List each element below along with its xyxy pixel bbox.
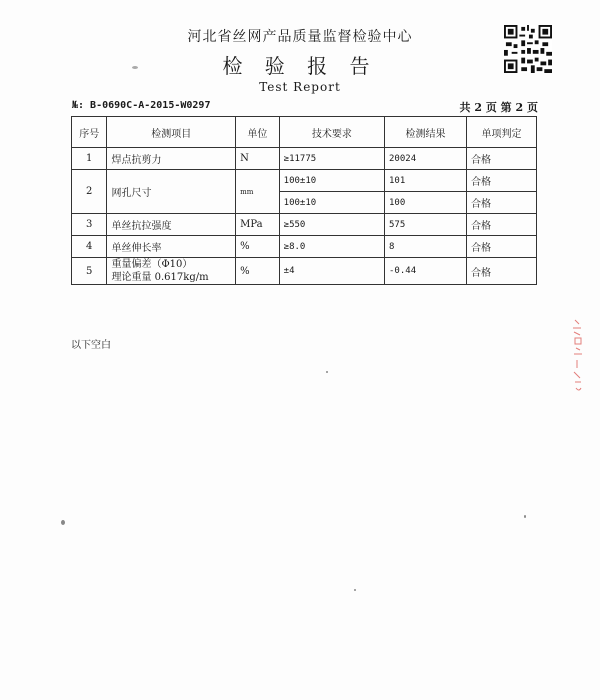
cell-seq: 1: [72, 148, 107, 170]
cell-unit: %: [236, 236, 280, 258]
cell-seq: 3: [72, 214, 107, 236]
header-item: 检测项目: [107, 117, 236, 148]
cell-unit: %: [236, 258, 280, 285]
cell-requirement: ≥11775: [279, 148, 384, 170]
test-results-table: [71, 116, 537, 285]
table-row: [72, 236, 537, 258]
cell-judgement: 合格: [467, 236, 537, 258]
cell-item: 单丝伸长率: [107, 236, 236, 258]
qr-code-icon: [503, 25, 553, 73]
cell-judgement: 合格: [467, 148, 537, 170]
scan-speck: [326, 371, 328, 373]
cell-item-line1: 重量偏差（Φ10）: [111, 259, 193, 270]
header-requirement: 技术要求: [279, 117, 384, 148]
scan-speck: [354, 589, 356, 591]
cell-unit: MPa: [236, 214, 280, 236]
page-indicator: 共 2 页 第 2 页: [459, 101, 538, 114]
cell-result: 8: [385, 236, 467, 258]
cell-judgement: 合格: [467, 170, 537, 192]
cell-requirement: ≥8.0: [279, 236, 384, 258]
table-row: [72, 214, 537, 236]
cell-result: 575: [385, 214, 467, 236]
cell-requirement: 100±10: [279, 170, 384, 192]
cell-result: -0.44: [385, 258, 467, 285]
cell-judgement: 合格: [467, 214, 537, 236]
table-row: [72, 148, 537, 170]
cell-requirement: ≥550: [279, 214, 384, 236]
cell-judgement: 合格: [467, 192, 537, 214]
report-subtitle: Test Report: [259, 80, 341, 94]
cell-seq: 4: [72, 236, 107, 258]
cell-seq: 2: [72, 170, 107, 214]
header-seq: 序号: [72, 117, 107, 148]
header-unit: 单位: [236, 117, 280, 148]
cell-item: 网孔尺寸: [107, 170, 236, 214]
cell-item: 单丝抗拉强度: [107, 214, 236, 236]
cell-result: 101: [385, 170, 467, 192]
scan-speck: [61, 520, 65, 525]
table-row: [72, 258, 537, 285]
issuing-organization: 河北省丝网产品质量监督检验中心: [187, 29, 413, 45]
table-row: [72, 170, 537, 192]
cell-result: 20024: [385, 148, 467, 170]
scan-speck: [524, 515, 526, 518]
cell-item: [107, 258, 236, 285]
header-judgement: 单项判定: [467, 117, 537, 148]
report-number: №: B-0690C-A-2015-W0297: [72, 100, 211, 111]
report-title: 检 验 报 告: [222, 54, 378, 78]
cell-item-line2: 理论重量 0.617kg/m: [111, 272, 209, 283]
margin-stamp-icon: [567, 318, 589, 398]
table-header-row: [72, 117, 537, 148]
cell-item: 焊点抗剪力: [107, 148, 236, 170]
cell-judgement: 合格: [467, 258, 537, 285]
cell-unit: mm: [236, 170, 280, 214]
header-result: 检测结果: [385, 117, 467, 148]
cell-seq: 5: [72, 258, 107, 285]
blank-below-note: 以下空白: [71, 340, 111, 351]
cell-requirement: ±4: [279, 258, 384, 285]
cell-result: 100: [385, 192, 467, 214]
scan-speck: [132, 66, 138, 69]
cell-requirement: 100±10: [279, 192, 384, 214]
cell-unit: N: [236, 148, 280, 170]
